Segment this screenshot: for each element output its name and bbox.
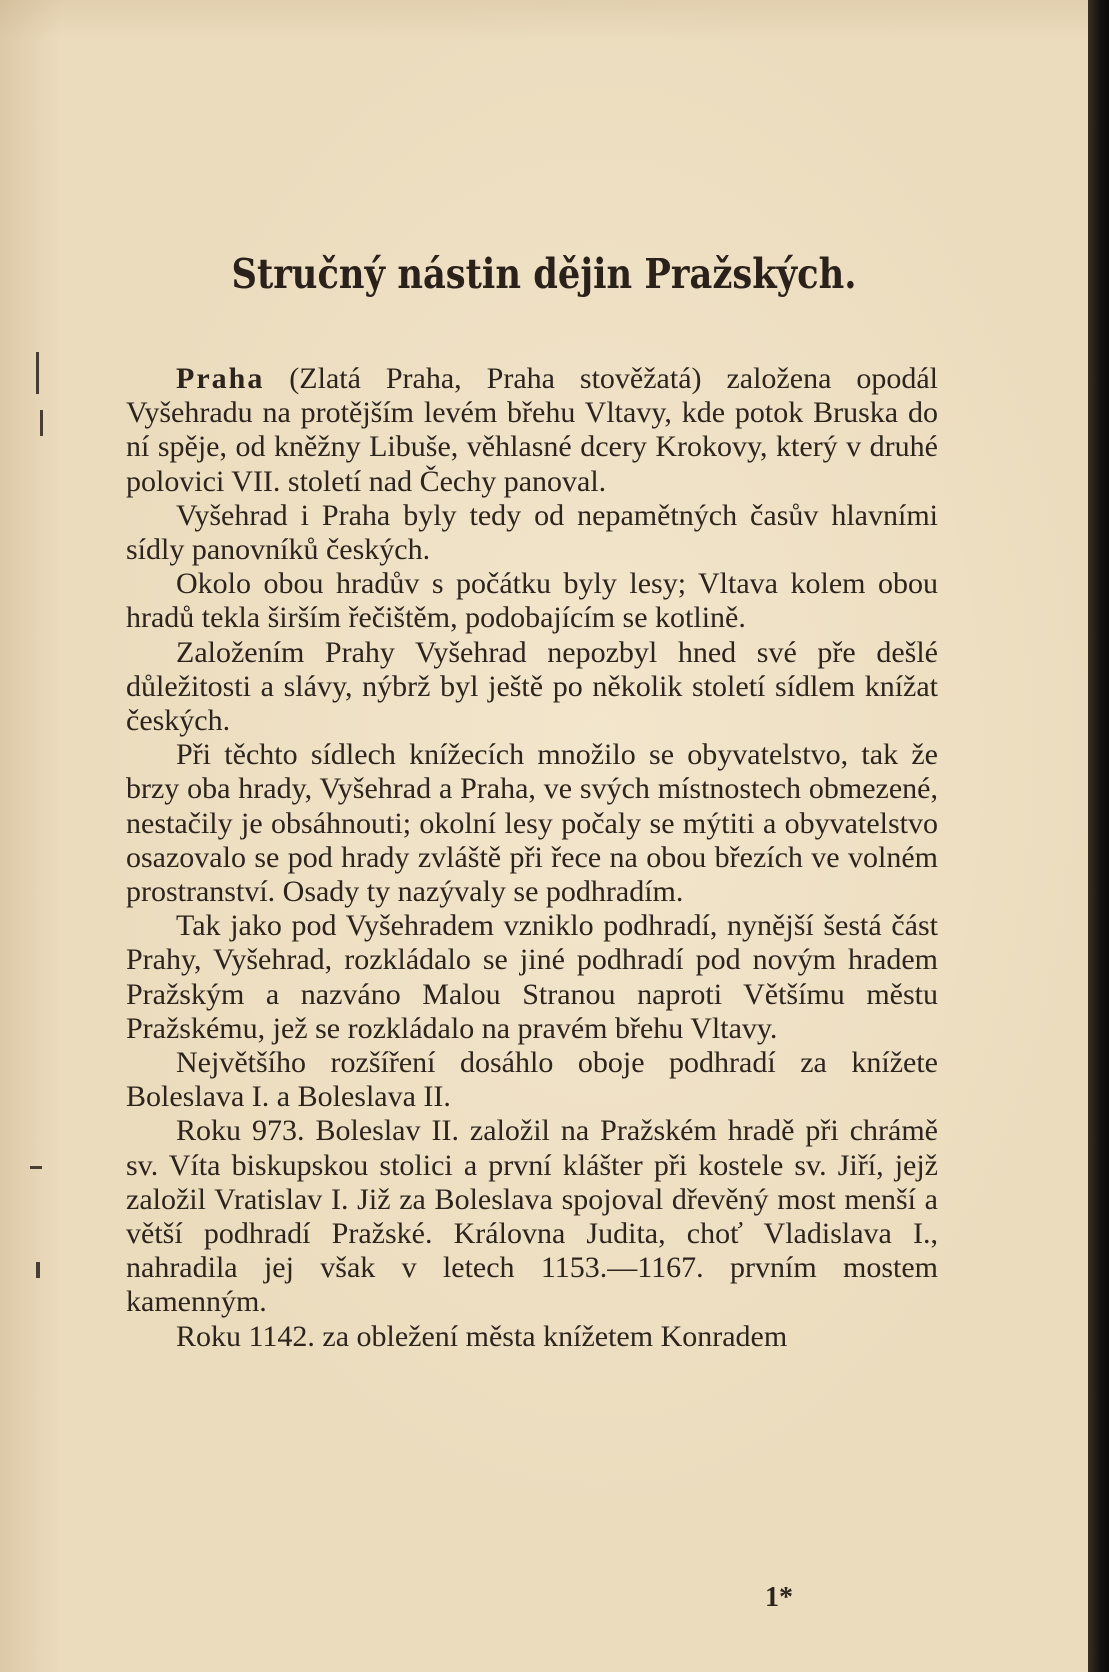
paragraph: Největšího rozšíření dosáhlo oboje podhradí za knížete Boleslava I. a Boleslava II.	[126, 1046, 938, 1114]
paragraph: Okolo obou hradův s počátku byly lesy; Vltava kolem obou hradů tekla širším řečištěm, podobajícím se kotlině.	[126, 567, 938, 635]
margin-mark	[40, 410, 43, 436]
margin-mark	[30, 1166, 42, 1169]
book-edge	[1088, 0, 1109, 1672]
margin-mark	[36, 352, 39, 394]
paragraph: Tak jako pod Vyšehradem vzniklo podhradí, nynější šestá část Prahy, Vyšehrad, rozkládalo se jiné podhradí pod novým hradem Pražským a nazváno Malou Stranou naproti Většímu městu Pražskému, jež se rozkládalo na pravém břehu Vltavy.	[126, 909, 938, 1045]
paragraph	[126, 362, 938, 499]
paragraph-text: (Zlatá Praha, Praha stověžatá) založena opodál Vyšehradu na protějším levém břehu Vltavy, kde potok Bruska do ní spěje, od kněžny Libuše, věhlasné dcery Krokovy, který v druhé polovici VII. století nad Čechy panoval.	[126, 362, 938, 498]
page-title: Stručný nástin dějin Pražských.	[231, 250, 857, 298]
paragraph: Vyšehrad i Praha byly tedy od nepamětných časův hlavními sídly panovníků českých.	[126, 498, 938, 567]
body-text	[126, 362, 938, 1354]
paragraph: Roku 1142. za obležení města knížetem Konradem	[176, 1319, 788, 1353]
paragraph: Při těchto sídlech knížecích množilo se obyvatelstvo, tak že brzy oba hrady, Vyšehrad a Praha, ve svých místnostech obmezené, nestačily je obsáhnouti; okolní lesy počaly se mýtiti a obyvatelstvo osazovalo se pod hrady zvláště při řece na obou březích ve volném prostranství. Osady ty nazývaly se podhradím.	[126, 738, 938, 909]
page-number: 1*	[765, 1582, 793, 1613]
paragraph: Roku 973. Boleslav II. založil na Pražském hradě při chrámě sv. Víta biskupskou stolici a první klášter při kostele sv. Jiří, jejž založil Vratislav I. Již za Boleslava spojoval dřevěný most menší a větší podhradí Pražské. Královna Judita, choť Vladislava I., nahradila jej však v letech 1153.—1167. prvním mostem kamenným.	[126, 1114, 938, 1319]
margin-mark	[36, 1262, 40, 1278]
paragraph: Založením Prahy Vyšehrad nepozbyl hned své pře dešlé důležitosti a slávy, nýbrž byl ještě po několik století sídlem knížat českých.	[126, 635, 938, 738]
lead-word: Praha	[176, 362, 265, 395]
